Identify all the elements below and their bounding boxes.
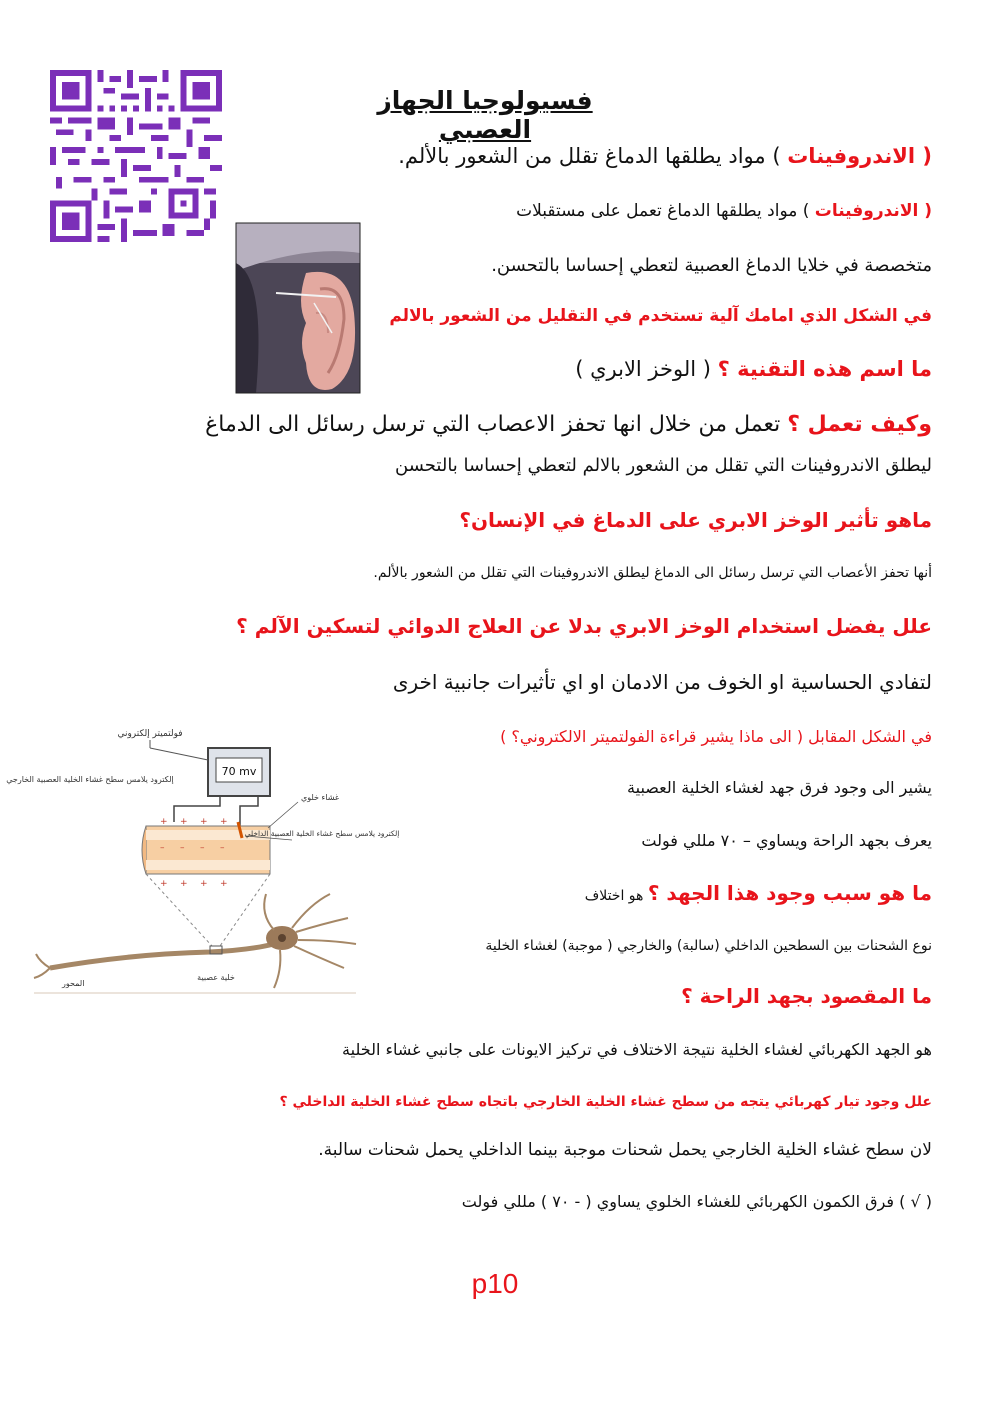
svg-text:+: +: [180, 817, 188, 827]
text-line: لان سطح غشاء الخلية الخارجي يحمل شحنات موجبة بينما الداخلي يحمل شحنات سالبة.: [318, 1140, 932, 1160]
svg-text:–: –: [200, 843, 205, 853]
svg-text:–: –: [180, 843, 185, 853]
page-number: p10: [471, 1268, 519, 1299]
svg-text:+: +: [200, 817, 208, 827]
svg-text:+: +: [200, 879, 208, 889]
svg-text:–: –: [220, 843, 225, 853]
svg-text:+: +: [160, 879, 168, 889]
membrane-label: غشاء خلوي: [300, 793, 340, 802]
text-line: يعرف بجهد الراحة ويساوي – ٧٠ مللي فولت: [641, 831, 932, 850]
axon-label: المحور: [62, 979, 85, 988]
question-line: علل يفضل استخدام الوخز الابري بدلا عن العلاج الدوائي لتسكين الآلم ؟: [236, 614, 932, 638]
inner-electrode-label: إلكترود يلامس سطح غشاء الخلية العصبية الداخلي: [244, 829, 400, 838]
svg-text:+: +: [160, 817, 168, 827]
question-line: وكيف تعمل ؟ تعمل من خلال انها تحفز الاعصاب التي ترسل رسائل الى الدماغ: [205, 412, 932, 437]
svg-text:+: +: [220, 879, 228, 889]
svg-text:–: –: [160, 843, 165, 853]
question-line: ما المقصود بجهد الراحة ؟: [681, 984, 932, 1008]
text-line: لتفادي الحساسية او الخوف من الادمان او اي تأثيرات جانبية اخرى: [392, 670, 932, 694]
text-line: متخصصة في خلايا الدماغ العصبية لتعطي إحساسا بالتحسن.: [491, 255, 932, 276]
question-line: ماهو تأثير الوخز الابري على الدماغ في الإنسان؟: [459, 508, 932, 532]
text-line: يشير الى وجود فرق جهد لغشاء الخلية العصبية: [627, 778, 932, 797]
acupuncture-ear-photo: [236, 223, 360, 393]
outer-electrode-label: إلكترود يلامس سطح غشاء الخلية العصبية الخارجي: [6, 775, 174, 784]
text-line: ( √ ) فرق الكمون الكهربائي للغشاء الخلوي يساوي ( - ٧٠ ) مللي فولت: [461, 1192, 932, 1211]
question-line: ما هو سبب وجود هذا الجهد ؟ هو اختلاف: [584, 881, 932, 905]
svg-text:+: +: [180, 879, 188, 889]
text-line: ( الاندروفينات ) مواد يطلقها الدماغ تقلل من الشعور بالألم.: [398, 144, 932, 168]
voltmeter-diagram: [6, 718, 400, 994]
text-line: هو الجهد الكهربائي لغشاء الخلية نتيجة الاختلاف في تركيز الايونات على جانبي غشاء الخلية: [342, 1040, 932, 1059]
text-line: نوع الشحنات بين السطحين الداخلي (سالبة) والخارجي ( موجبة) لغشاء الخلية: [485, 938, 932, 954]
voltmeter-reading: 70 mv: [221, 765, 257, 778]
page-title: فسيولوجيا الجهاز العصبي: [377, 86, 593, 144]
question-line: في الشكل المقابل ( الى ماذا يشير قراءة الفولتميتر الالكتروني؟ ): [500, 727, 932, 746]
question-line: ما اسم هذه التقنية ؟ ( الوخز الابري ): [575, 357, 932, 381]
text-line: ( الاندروفينات ) مواد يطلقها الدماغ تعمل على مستقبلات: [516, 201, 932, 221]
neuron-label: خلية عصبية: [197, 973, 235, 982]
question-line: علل وجود تيار كهربائي يتجه من سطح غشاء الخلية الخارجي باتجاه سطح غشاء الخلية الداخلي ؟: [279, 1094, 932, 1110]
text-line: ليطلق الاندروفينات التي تقلل من الشعور بالالم لتعطي إحساسا بالتحسن: [395, 455, 932, 476]
question-line: في الشكل الذي امامك آلية تستخدم في التقليل من الشعور بالالم: [389, 306, 932, 326]
text-line: أنها تحفز الأعصاب التي ترسل رسائل الى الدماغ ليطلق الاندروفينات التي تقلل من الشعور بالألم.: [373, 565, 932, 581]
svg-text:+: +: [220, 817, 228, 827]
voltmeter-label: فولتميتر إلكتروني: [117, 729, 183, 739]
qr-code[interactable]: [50, 70, 222, 242]
